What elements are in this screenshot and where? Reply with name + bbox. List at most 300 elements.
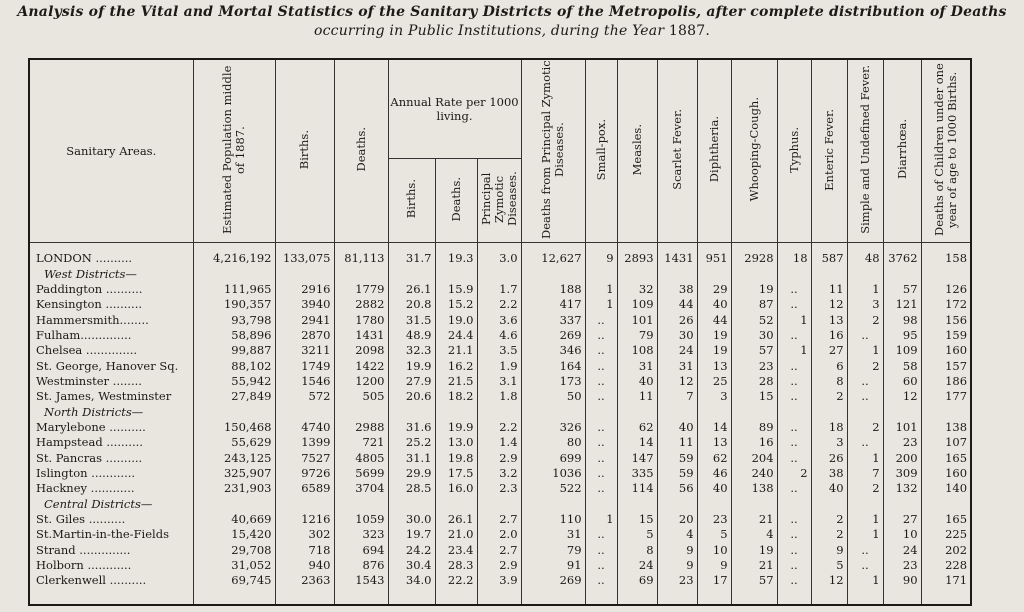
cell-simple-fever: .. [847, 328, 883, 343]
area-name: Strand .............. [29, 543, 193, 558]
area-name: St. James, Westminster [29, 389, 193, 404]
cell-simple-fever: 2 [847, 358, 883, 373]
cell-whooping-cough: 57 [731, 343, 777, 358]
cell-rate-deaths: 15.9 [435, 282, 477, 297]
cell-deaths: 1431 [334, 328, 388, 343]
cell-diarrhoea: 60 [883, 374, 921, 389]
header-population-label: Estimated Population middle of 1887. [220, 65, 247, 234]
header-rate-births [388, 159, 435, 243]
cell-measles: 108 [617, 343, 657, 358]
cell-rate-births [388, 266, 435, 281]
cell-smallpox: .. [585, 450, 617, 465]
header-typhus-label: Typhus. [786, 126, 801, 173]
cell-rate-zymotic: 2.0 [477, 527, 521, 542]
cell-scarlet-fever: 4 [657, 527, 697, 542]
cell-child-deaths: 126 [921, 282, 971, 297]
cell-simple-fever: 1 [847, 343, 883, 358]
cell-population: 93,798 [193, 312, 275, 327]
cell-scarlet-fever: 9 [657, 558, 697, 573]
area-name: Fulham.............. [29, 328, 193, 343]
area-name: St.Martin-in-the-Fields [29, 527, 193, 542]
table-row [29, 543, 971, 558]
header-diarrhoea-label: Diarrhœa. [894, 119, 909, 180]
cell-births [275, 404, 334, 419]
cell-typhus: .. [777, 527, 811, 542]
table-row [29, 297, 971, 312]
cell-scarlet-fever: 59 [657, 466, 697, 481]
cell-whooping-cough: 89 [731, 420, 777, 435]
cell-zymotic-deaths: 188 [521, 282, 585, 297]
cell-rate-zymotic: 2.7 [477, 512, 521, 527]
cell-typhus [777, 404, 811, 419]
cell-rate-deaths: 28.3 [435, 558, 477, 573]
table-row [29, 481, 971, 496]
table-row [29, 466, 971, 481]
cell-scarlet-fever: 56 [657, 481, 697, 496]
cell-typhus: .. [777, 543, 811, 558]
table-header [29, 59, 971, 251]
cell-whooping-cough: 23 [731, 358, 777, 373]
cell-typhus: .. [777, 481, 811, 496]
cell-rate-deaths: 21.1 [435, 343, 477, 358]
cell-rate-births: 25.2 [388, 435, 435, 450]
cell-typhus: .. [777, 558, 811, 573]
cell-diarrhoea: 121 [883, 297, 921, 312]
cell-enteric-fever: 3 [811, 435, 847, 450]
table-row [29, 312, 971, 327]
cell-measles: 114 [617, 481, 657, 496]
cell-diphtheria: 10 [697, 543, 731, 558]
cell-enteric-fever [811, 404, 847, 419]
cell-deaths: 2988 [334, 420, 388, 435]
cell-whooping-cough: 21 [731, 512, 777, 527]
cell-child-deaths: 177 [921, 389, 971, 404]
cell-typhus: .. [777, 358, 811, 373]
table-row [29, 435, 971, 450]
cell-smallpox [585, 404, 617, 419]
cell-rate-deaths: 21.0 [435, 527, 477, 542]
table-row [29, 282, 971, 297]
cell-simple-fever: 2 [847, 312, 883, 327]
cell-typhus [777, 497, 811, 512]
cell-rate-births [388, 497, 435, 512]
cell-population [193, 497, 275, 512]
cell-diarrhoea: 58 [883, 358, 921, 373]
cell-enteric-fever: 27 [811, 343, 847, 358]
cell-rate-zymotic: 3.5 [477, 343, 521, 358]
header-typhus [777, 59, 811, 243]
area-name: Hammersmith........ [29, 312, 193, 327]
cell-diarrhoea: 95 [883, 328, 921, 343]
cell-deaths: 323 [334, 527, 388, 542]
cell-smallpox: 9 [585, 251, 617, 266]
cell-scarlet-fever: 40 [657, 420, 697, 435]
cell-rate-births: 34.0 [388, 573, 435, 588]
cell-scarlet-fever: 31 [657, 358, 697, 373]
area-name: Westminster ........ [29, 374, 193, 389]
cell-measles: 147 [617, 450, 657, 465]
cell-rate-deaths [435, 404, 477, 419]
cell-smallpox: .. [585, 374, 617, 389]
cell-rate-zymotic: 4.6 [477, 328, 521, 343]
cell-diphtheria: 19 [697, 343, 731, 358]
cell-diphtheria: 3 [697, 389, 731, 404]
cell-enteric-fever: 16 [811, 328, 847, 343]
cell-zymotic-deaths: 1036 [521, 466, 585, 481]
area-name: Clerkenwell .......... [29, 573, 193, 588]
cell-simple-fever: 1 [847, 282, 883, 297]
cell-deaths: 2098 [334, 343, 388, 358]
cell-smallpox: .. [585, 527, 617, 542]
cell-smallpox [585, 266, 617, 281]
cell-diphtheria: 44 [697, 312, 731, 327]
table-row [29, 389, 971, 404]
cell-simple-fever: 7 [847, 466, 883, 481]
cell-scarlet-fever: 38 [657, 282, 697, 297]
area-name: Chelsea .............. [29, 343, 193, 358]
cell-births: 1546 [275, 374, 334, 389]
cell-births: 133,075 [275, 251, 334, 266]
cell-child-deaths: 165 [921, 450, 971, 465]
cell-rate-zymotic: 1.9 [477, 358, 521, 373]
cell-whooping-cough: 30 [731, 328, 777, 343]
cell-child-deaths: 159 [921, 328, 971, 343]
table-row [29, 328, 971, 343]
header-simple-fever [847, 59, 883, 243]
cell-enteric-fever: 9 [811, 543, 847, 558]
cell-smallpox: .. [585, 466, 617, 481]
cell-typhus: .. [777, 297, 811, 312]
cell-diphtheria: 46 [697, 466, 731, 481]
cell-whooping-cough: 16 [731, 435, 777, 450]
cell-whooping-cough [731, 404, 777, 419]
cell-zymotic-deaths: 110 [521, 512, 585, 527]
cell-scarlet-fever: 20 [657, 512, 697, 527]
section-label: West Districts— [29, 266, 193, 281]
cell-simple-fever: 1 [847, 450, 883, 465]
cell-smallpox: .. [585, 312, 617, 327]
cell-diarrhoea: 109 [883, 343, 921, 358]
cell-rate-deaths: 15.2 [435, 297, 477, 312]
cell-population: 55,942 [193, 374, 275, 389]
cell-measles [617, 497, 657, 512]
cell-zymotic-deaths [521, 266, 585, 281]
cell-zymotic-deaths: 269 [521, 573, 585, 588]
cell-births: 4740 [275, 420, 334, 435]
cell-deaths [334, 497, 388, 512]
cell-whooping-cough: 19 [731, 282, 777, 297]
cell-enteric-fever: 13 [811, 312, 847, 327]
cell-scarlet-fever: 7 [657, 389, 697, 404]
cell-enteric-fever: 8 [811, 374, 847, 389]
cell-simple-fever: 1 [847, 512, 883, 527]
cell-deaths: 5699 [334, 466, 388, 481]
cell-diarrhoea: 3762 [883, 251, 921, 266]
cell-deaths: 694 [334, 543, 388, 558]
cell-smallpox: .. [585, 558, 617, 573]
cell-typhus: .. [777, 282, 811, 297]
cell-typhus [777, 266, 811, 281]
cell-population [193, 266, 275, 281]
cell-deaths: 1779 [334, 282, 388, 297]
cell-child-deaths: 107 [921, 435, 971, 450]
cell-zymotic-deaths: 164 [521, 358, 585, 373]
cell-deaths: 721 [334, 435, 388, 450]
cell-births: 1749 [275, 358, 334, 373]
cell-rate-births: 20.8 [388, 297, 435, 312]
cell-births [275, 497, 334, 512]
cell-births: 9726 [275, 466, 334, 481]
cell-enteric-fever: 587 [811, 251, 847, 266]
cell-births: 7527 [275, 450, 334, 465]
title-line-2 [0, 22, 1024, 41]
header-deaths [334, 59, 388, 243]
cell-diphtheria: 13 [697, 435, 731, 450]
cell-scarlet-fever: 30 [657, 328, 697, 343]
cell-diarrhoea: 23 [883, 558, 921, 573]
cell-diphtheria: 9 [697, 558, 731, 573]
header-scarlet-fever-label: Scarlet Fever. [669, 109, 684, 190]
cell-diarrhoea: 200 [883, 450, 921, 465]
cell-births: 2916 [275, 282, 334, 297]
cell-simple-fever: 2 [847, 481, 883, 496]
cell-rate-deaths: 23.4 [435, 543, 477, 558]
cell-smallpox: 1 [585, 282, 617, 297]
cell-rate-deaths: 19.9 [435, 420, 477, 435]
table-row [29, 450, 971, 465]
header-population [193, 59, 275, 243]
area-name: St. Pancras .......... [29, 450, 193, 465]
cell-zymotic-deaths: 79 [521, 543, 585, 558]
cell-rate-births: 19.9 [388, 358, 435, 373]
cell-diarrhoea: 23 [883, 435, 921, 450]
cell-population: 88,102 [193, 358, 275, 373]
header-child-deaths [921, 59, 971, 243]
cell-deaths: 1059 [334, 512, 388, 527]
cell-measles: 14 [617, 435, 657, 450]
cell-scarlet-fever: 9 [657, 543, 697, 558]
table-body [29, 251, 971, 605]
cell-diphtheria [697, 497, 731, 512]
cell-rate-deaths: 24.4 [435, 328, 477, 343]
cell-measles: 2893 [617, 251, 657, 266]
cell-rate-deaths: 18.2 [435, 389, 477, 404]
header-rate-deaths [435, 159, 477, 243]
cell-rate-zymotic: 2.7 [477, 543, 521, 558]
cell-rate-zymotic [477, 497, 521, 512]
title-line-2-text: occurring in Public Institutions, during the Year [314, 23, 665, 39]
cell-enteric-fever: 26 [811, 450, 847, 465]
cell-whooping-cough: 28 [731, 374, 777, 389]
cell-births [275, 266, 334, 281]
cell-child-deaths [921, 266, 971, 281]
header-diphtheria [697, 59, 731, 243]
cell-scarlet-fever: 59 [657, 450, 697, 465]
cell-rate-births: 24.2 [388, 543, 435, 558]
cell-rate-births [388, 404, 435, 419]
cell-births: 2870 [275, 328, 334, 343]
cell-measles: 335 [617, 466, 657, 481]
header-separator [29, 243, 971, 252]
cell-simple-fever [847, 404, 883, 419]
cell-rate-births: 19.7 [388, 527, 435, 542]
cell-births: 3940 [275, 297, 334, 312]
cell-measles: 31 [617, 358, 657, 373]
cell-whooping-cough: 138 [731, 481, 777, 496]
cell-smallpox: .. [585, 358, 617, 373]
cell-rate-births: 31.5 [388, 312, 435, 327]
section-heading-row [29, 497, 971, 512]
header-rate-zymotic [477, 159, 521, 243]
area-name: Hampstead .......... [29, 435, 193, 450]
statistics-table [28, 58, 972, 606]
cell-whooping-cough [731, 266, 777, 281]
header-zymotic-deaths-label: Deaths from Principal Zymotic Diseases. [539, 60, 567, 239]
cell-diphtheria: 40 [697, 481, 731, 496]
header-sanitary-areas: Sanitary Areas. [29, 59, 193, 243]
table-row [29, 512, 971, 527]
cell-rate-zymotic: 1.7 [477, 282, 521, 297]
cell-diarrhoea: 101 [883, 420, 921, 435]
cell-diarrhoea: 12 [883, 389, 921, 404]
cell-population: 27,849 [193, 389, 275, 404]
cell-simple-fever: .. [847, 374, 883, 389]
cell-deaths [334, 404, 388, 419]
cell-rate-deaths: 21.5 [435, 374, 477, 389]
cell-rate-deaths: 19.3 [435, 251, 477, 266]
cell-simple-fever: 48 [847, 251, 883, 266]
cell-simple-fever: 1 [847, 573, 883, 588]
cell-population: 243,125 [193, 450, 275, 465]
cell-smallpox: .. [585, 420, 617, 435]
cell-measles [617, 266, 657, 281]
cell-scarlet-fever: 24 [657, 343, 697, 358]
cell-child-deaths: 172 [921, 297, 971, 312]
cell-deaths: 1780 [334, 312, 388, 327]
cell-rate-zymotic [477, 266, 521, 281]
cell-diphtheria: 17 [697, 573, 731, 588]
cell-rate-zymotic: 3.1 [477, 374, 521, 389]
cell-smallpox: .. [585, 328, 617, 343]
cell-diarrhoea: 98 [883, 312, 921, 327]
cell-rate-zymotic: 3.9 [477, 573, 521, 588]
header-rate-zymotic-label: Principal Zymotic Diseases. [478, 171, 519, 227]
cell-enteric-fever: 12 [811, 573, 847, 588]
cell-diarrhoea [883, 404, 921, 419]
cell-rate-deaths [435, 497, 477, 512]
cell-diarrhoea: 90 [883, 573, 921, 588]
cell-simple-fever: .. [847, 543, 883, 558]
cell-births: 1216 [275, 512, 334, 527]
cell-zymotic-deaths: 326 [521, 420, 585, 435]
cell-measles: 11 [617, 389, 657, 404]
cell-rate-births: 27.9 [388, 374, 435, 389]
cell-population: 31,052 [193, 558, 275, 573]
cell-measles: 109 [617, 297, 657, 312]
cell-zymotic-deaths: 522 [521, 481, 585, 496]
cell-deaths [334, 266, 388, 281]
cell-whooping-cough: 52 [731, 312, 777, 327]
cell-simple-fever: .. [847, 435, 883, 450]
area-name: St. Giles .......... [29, 512, 193, 527]
cell-measles: 24 [617, 558, 657, 573]
cell-rate-zymotic: 2.9 [477, 558, 521, 573]
cell-diarrhoea: 10 [883, 527, 921, 542]
cell-diphtheria: 13 [697, 358, 731, 373]
cell-measles: 62 [617, 420, 657, 435]
cell-rate-births: 26.1 [388, 282, 435, 297]
cell-smallpox: 1 [585, 297, 617, 312]
cell-births: 6589 [275, 481, 334, 496]
cell-enteric-fever: 6 [811, 358, 847, 373]
cell-measles: 40 [617, 374, 657, 389]
cell-diarrhoea: 57 [883, 282, 921, 297]
cell-simple-fever: .. [847, 389, 883, 404]
header-scarlet-fever [657, 59, 697, 243]
cell-births: 940 [275, 558, 334, 573]
header-deaths-label: Deaths. [353, 127, 368, 172]
cell-simple-fever [847, 266, 883, 281]
cell-population: 111,965 [193, 282, 275, 297]
cell-child-deaths: 158 [921, 251, 971, 266]
cell-zymotic-deaths: 50 [521, 389, 585, 404]
cell-diphtheria: 62 [697, 450, 731, 465]
cell-diphtheria: 951 [697, 251, 731, 266]
cell-rate-zymotic: 3.6 [477, 312, 521, 327]
header-simple-fever-label: Simple and Undefined Fever. [857, 65, 872, 234]
cell-population: 325,907 [193, 466, 275, 481]
cell-measles [617, 404, 657, 419]
header-rate-births-label: Births. [404, 179, 418, 219]
cell-typhus: .. [777, 328, 811, 343]
cell-rate-births: 31.1 [388, 450, 435, 465]
cell-child-deaths: 157 [921, 358, 971, 373]
cell-births: 302 [275, 527, 334, 542]
cell-rate-deaths: 19.8 [435, 450, 477, 465]
cell-rate-births: 30.4 [388, 558, 435, 573]
cell-births: 1399 [275, 435, 334, 450]
document-title [0, 3, 1024, 41]
cell-typhus: .. [777, 389, 811, 404]
cell-simple-fever: 2 [847, 420, 883, 435]
cell-rate-zymotic: 2.9 [477, 450, 521, 465]
cell-smallpox: .. [585, 481, 617, 496]
cell-child-deaths: 160 [921, 466, 971, 481]
cell-zymotic-deaths: 269 [521, 328, 585, 343]
header-zymotic-deaths [521, 59, 585, 243]
cell-population [193, 404, 275, 419]
cell-whooping-cough: 15 [731, 389, 777, 404]
header-annual-rate: Annual Rate per 1000 living. [388, 59, 521, 159]
section-label: North Districts— [29, 404, 193, 419]
cell-diarrhoea: 132 [883, 481, 921, 496]
cell-population: 99,887 [193, 343, 275, 358]
cell-typhus: 1 [777, 312, 811, 327]
cell-rate-births: 31.6 [388, 420, 435, 435]
cell-rate-deaths: 16.2 [435, 358, 477, 373]
cell-child-deaths: 171 [921, 573, 971, 588]
cell-enteric-fever: 12 [811, 297, 847, 312]
cell-measles: 101 [617, 312, 657, 327]
cell-whooping-cough: 240 [731, 466, 777, 481]
header-measles-label: Measles. [629, 123, 644, 176]
cell-zymotic-deaths: 12,627 [521, 251, 585, 266]
cell-diarrhoea [883, 266, 921, 281]
cell-diphtheria: 23 [697, 512, 731, 527]
header-diphtheria-label: Diphtheria. [706, 116, 721, 183]
cell-child-deaths: 165 [921, 512, 971, 527]
cell-rate-deaths: 16.0 [435, 481, 477, 496]
